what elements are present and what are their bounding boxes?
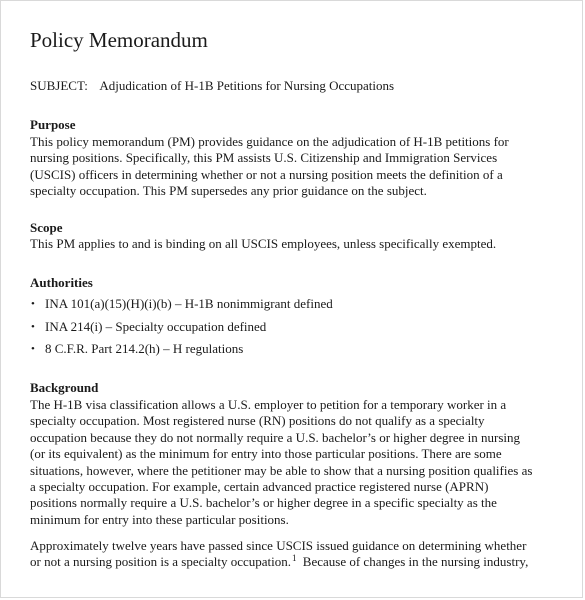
- page-title: Policy Memorandum: [30, 28, 208, 52]
- background-paragraph-2: [30, 538, 560, 571]
- list-item: [30, 296, 333, 319]
- authority-text: INA 101(a)(15)(H)(i)(b) – H-1B nonimmigrant defined: [45, 296, 333, 311]
- purpose-line: (USCIS) officers in determining whether or not a nursing position meets the definition of a: [30, 166, 503, 182]
- subject-label: SUBJECT:: [30, 78, 88, 93]
- background-line: occupation because they do not normally require a U.S. bachelor’s or higher degree in nursing: [30, 429, 520, 445]
- background-line: positions normally require a U.S. bachelor’s or higher degree in a specific specialty as the: [30, 495, 497, 511]
- background-text: Because of changes in the nursing industry,: [299, 554, 529, 570]
- authorities-heading: Authorities: [30, 275, 93, 290]
- purpose-line: nursing positions. Specifically, this PM assists U.S. Citizenship and Immigration Services: [30, 150, 498, 166]
- background-line: [30, 554, 560, 570]
- background-line: The H-1B visa classification allows a U.S. employer to petition for a temporary worker in a: [30, 397, 507, 412]
- purpose-line: This policy memorandum (PM) provides guidance on the adjudication of H-1B petitions for: [30, 134, 509, 149]
- authority-text: INA 214(i) – Specialty occupation defined: [45, 318, 267, 334]
- purpose-line: specialty occupation. This PM supersedes any prior guidance on the subject.: [30, 183, 427, 199]
- list-item: [30, 319, 333, 342]
- background-line: (or its equivalent) as the minimum for entry into those particular positions. There are some: [30, 446, 502, 462]
- scope-line: This PM applies to and is binding on all USCIS employees, unless specifically exempted.: [30, 236, 497, 251]
- scope-paragraph: [30, 236, 560, 252]
- bullet-icon: •: [31, 298, 35, 310]
- background-line: a specialty occupation. For example, certain advanced practice registered nurse (APRN): [30, 479, 489, 495]
- background-line: situations, however, where the petitioner may be able to show that a nursing position qualifies as: [30, 462, 533, 478]
- footnote-marker[interactable]: 1: [292, 553, 297, 564]
- background-line: Approximately twelve years have passed since USCIS issued guidance on determining whether: [30, 538, 527, 553]
- subject-text: Adjudication of H-1B Petitions for Nursing Occupations: [99, 78, 395, 93]
- background-line: minimum for entry into these particular positions.: [30, 511, 289, 527]
- background-text: or not a nursing position is a specialty occupation.: [30, 554, 292, 570]
- bullet-icon: •: [31, 320, 35, 333]
- purpose-heading: Purpose: [30, 117, 76, 132]
- authorities-list: [30, 296, 333, 364]
- background-heading: Background: [30, 380, 99, 395]
- list-item: [30, 341, 333, 364]
- purpose-paragraph: [30, 134, 560, 200]
- bullet-icon: •: [31, 343, 35, 355]
- subject-line: [30, 78, 394, 94]
- authority-text: 8 C.F.R. Part 214.2(h) – H regulations: [45, 341, 244, 356]
- scope-heading: Scope: [30, 220, 63, 235]
- background-paragraph-1: [30, 397, 560, 528]
- background-line: specialty occupation. Most registered nurse (RN) positions do not qualify as a specialty: [30, 413, 485, 429]
